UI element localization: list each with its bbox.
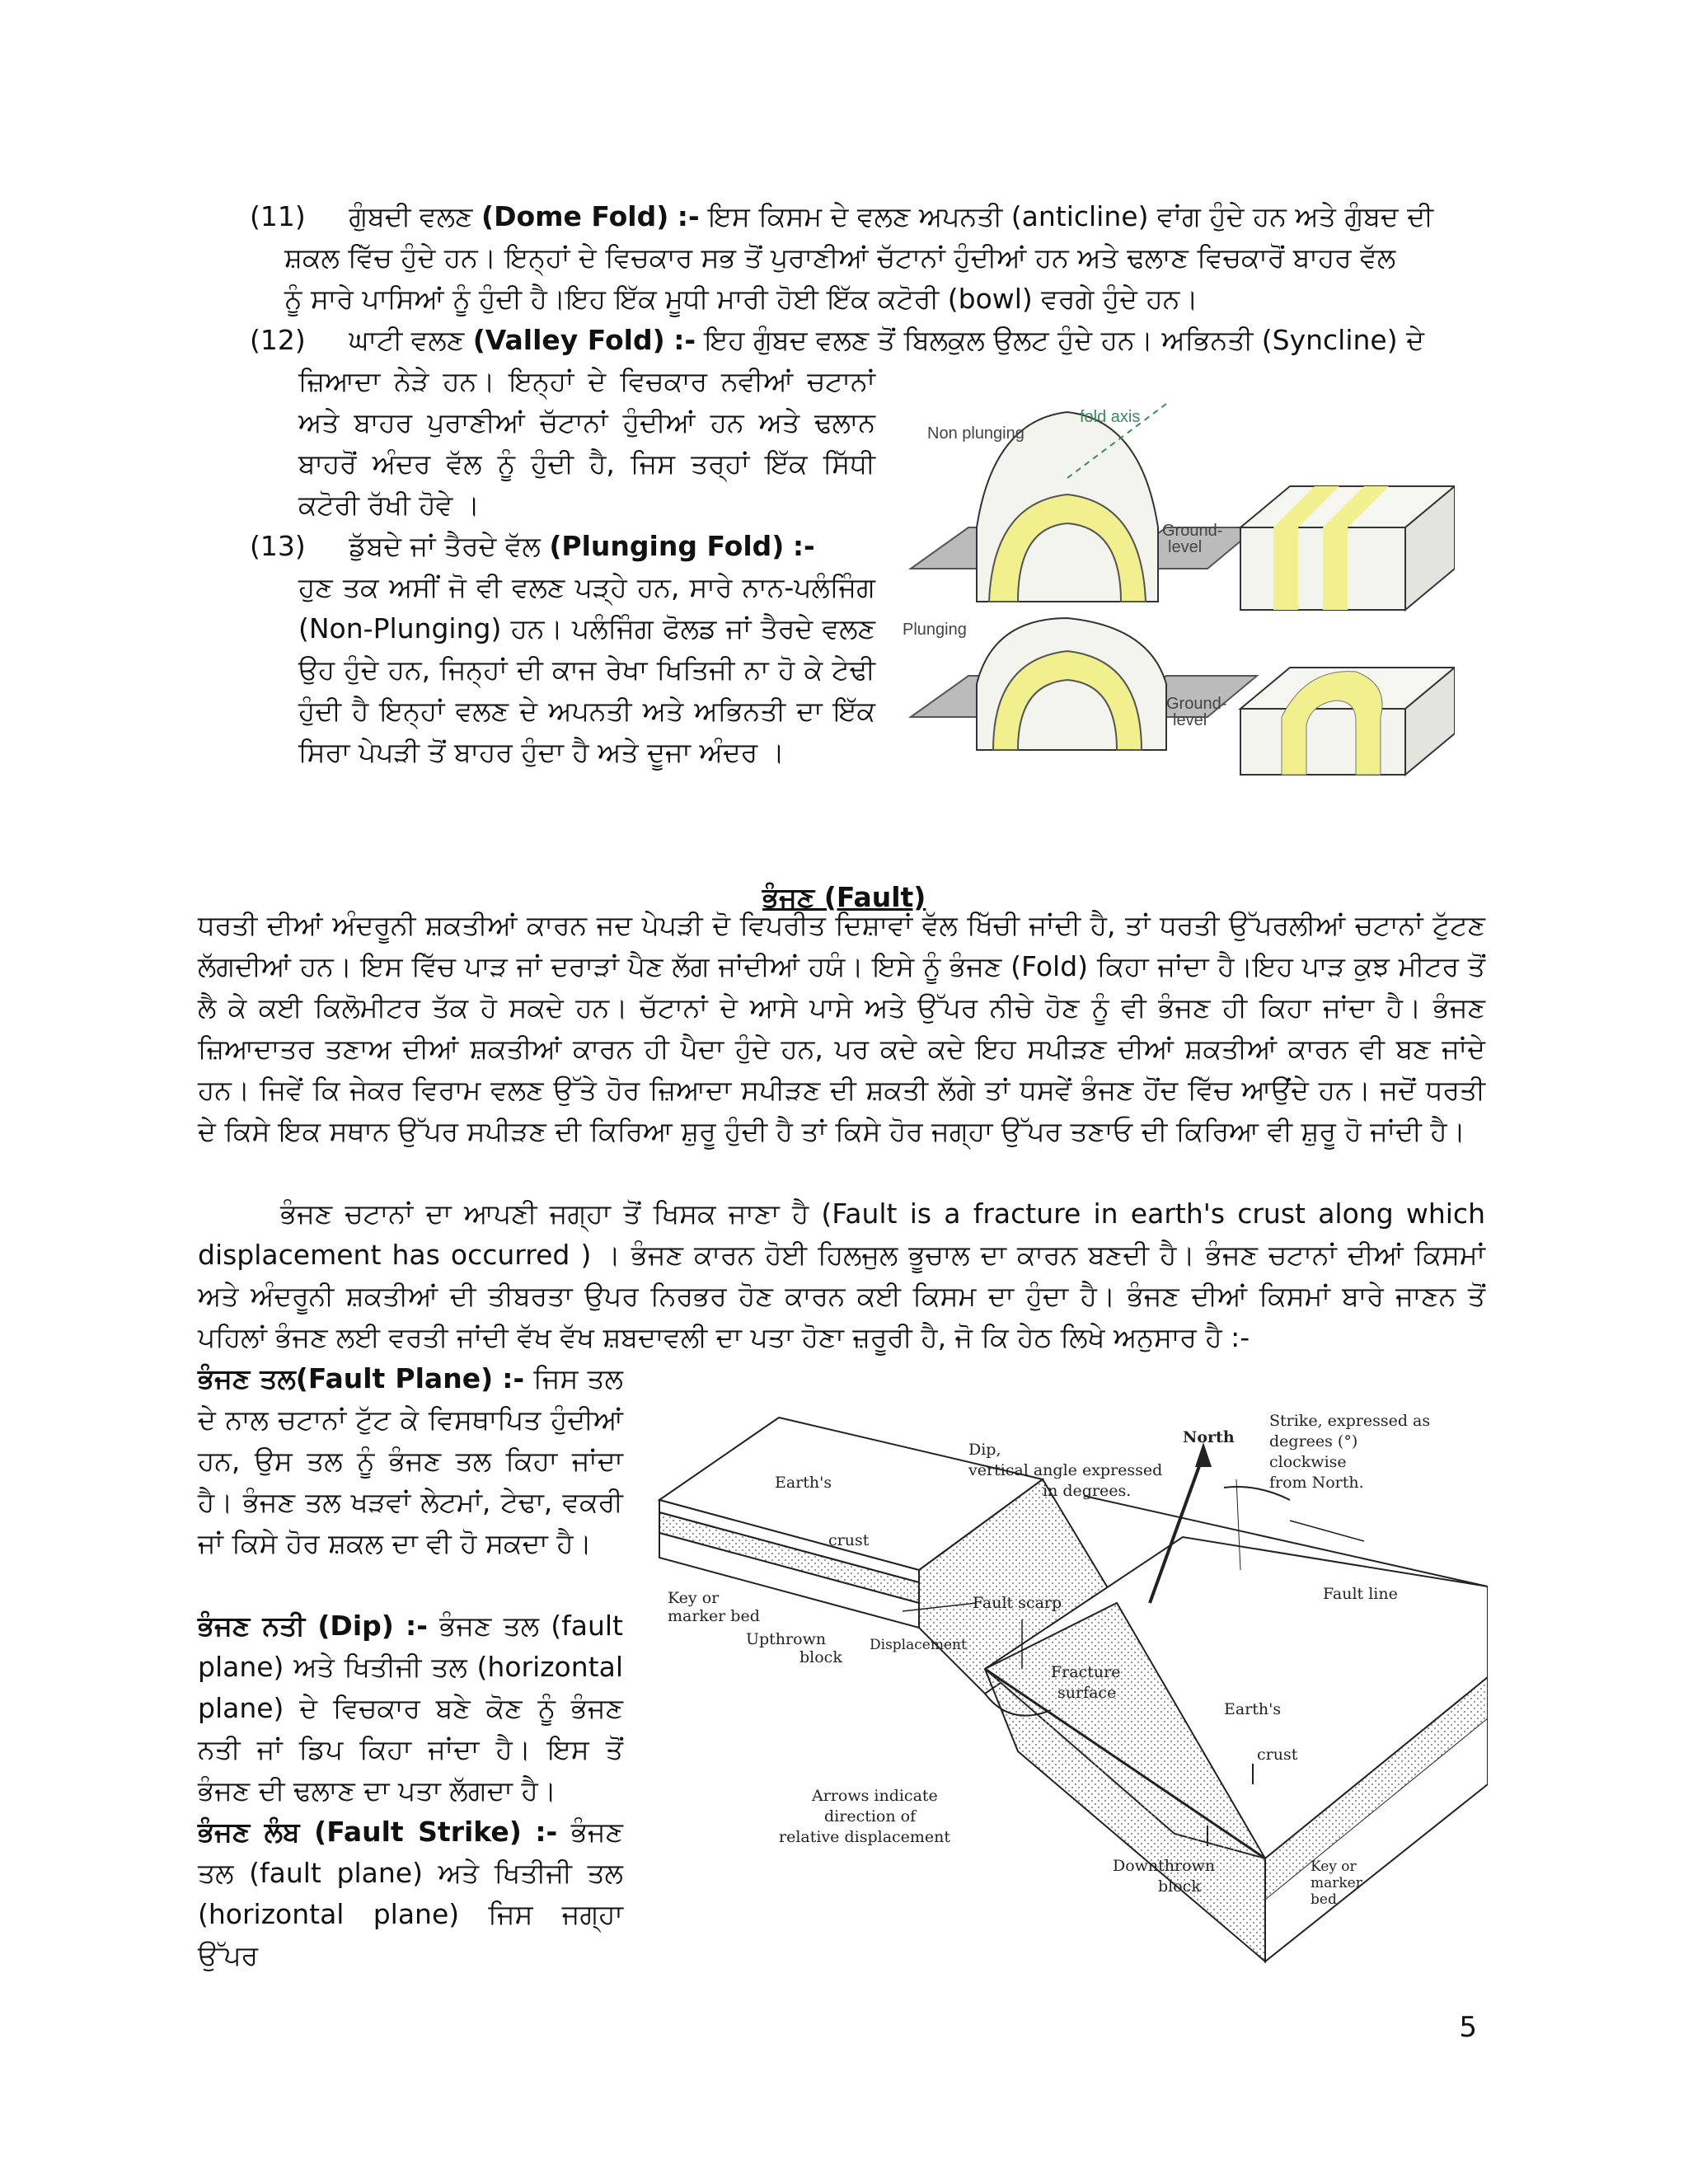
item-12-number: (12) xyxy=(250,324,306,356)
item-13-line-1 xyxy=(250,526,815,567)
fault-label-dip-2: vertical angle expressed xyxy=(968,1461,1163,1479)
fold-label-non-plunging: Non plunging xyxy=(927,424,1025,443)
fault-label-arrows-2: direction of xyxy=(824,1807,917,1825)
item-11-line-2 xyxy=(284,237,1395,279)
item-11-term: (Dome Fold) xyxy=(481,200,669,232)
item-12-term: (Valley Fold) xyxy=(472,324,665,356)
fault-label-key-1: Key or xyxy=(668,1589,720,1607)
fault-label-strike-4: from North. xyxy=(1269,1474,1364,1492)
fold-label-ground-4: level xyxy=(1173,711,1207,729)
item-13-number: (13) xyxy=(250,530,306,562)
fault-label-displacement: Displacement xyxy=(870,1637,967,1653)
fold-label-ground-3: Ground- xyxy=(1166,695,1227,713)
item-11-line-1 xyxy=(250,196,1433,237)
item-11-text-3: ਨੂੰ ਸਾਰੇ ਪਾਸਿਆਂ ਨੂੰ ਹੁੰਦੀ ਹੈ।ਇਹ ਇੱਕ ਮੂਧੀ ਮਾਰੀ ਹੋਈ ਇੱਕ ਕਟੋਰੀ (bowl) ਵਰਗੇ ਹੁੰਦੇ ਹਨ। xyxy=(284,283,1198,315)
term-fault-plane-body: ਜਿਸ ਤਲ ਦੇ ਨਾਲ ਚਟਾਨਾਂ ਟੁੱਟ ਕੇ ਵਿਸਥਾਪਿਤ ਹੁੰਦੀਆਂ ਹਨ, ਉਸ ਤਲ ਨੂੰ ਭੰਜਣ ਤਲ ਕਿਹਾ ਜਾਂਦਾ ਹੈ। ਭੰਜਣ ਤਲ ਖੜਵਾਂ ਲੇਟਮਾਂ, ਟੇਢਾ, ਵਕਰੀ ਜਾਂ ਕਿਸੇ ਹੋਰ ਸ਼ਕਲ ਦਾ ਵੀ ਹੋ ਸਕਦਾ ਹੈ। xyxy=(198,1362,623,1559)
term-dip-sep: :- xyxy=(406,1610,428,1642)
fold-label-plunging: Plunging xyxy=(903,621,967,639)
item-11-text-2: ਸ਼ਕਲ ਵਿੱਚ ਹੁੰਦੇ ਹਨ। ਇਨ੍ਹਾਂ ਦੇ ਵਿਚਕਾਰ ਸਭ ਤੋਂ ਪੁਰਾਣੀਆਂ ਚੱਟਾਨਾਂ ਹੁੰਦੀਆਂ ਹਨ ਅਤੇ ਢਲਾਣ ਵਿਚਕਾਰੋਂ ਬਾਹਰ ਵੱਲ xyxy=(284,241,1396,274)
item-12-body: ਜ਼ਿਆਦਾ ਨੇੜੇ ਹਨ। ਇਨ੍ਹਾਂ ਦੇ ਵਿਚਕਾਰ ਨਵੀਆਂ ਚਟਾਨਾਂ ਅਤੇ ਬਾਹਰ ਪੁਰਾਣੀਆਂ ਚੱਟਾਨਾਂ ਹੁੰਦੀਆਂ ਹਨ ਅਤੇ ਢਲਾਨ ਬਾਹਰੋਂ ਅੰਦਰ ਵੱਲ ਨੂੰ ਹੁੰਦੀ ਹੈ, ਜਿਸ ਤਰ੍ਹਾਂ ਇੱਕ ਸਿੱਧੀ ਕਟੋਰੀ ਰੱਖੀ ਹੋਵੇ । xyxy=(298,365,875,521)
fault-block-diagram xyxy=(655,1397,1488,1966)
fault-label-arrows-1: Arrows indicate xyxy=(812,1787,938,1805)
fold-label-axis: fold axis xyxy=(1080,408,1141,426)
fold-label-ground-2: level xyxy=(1168,538,1203,556)
item-12-sep: :- xyxy=(673,324,696,356)
fault-label-dip-3: in degrees. xyxy=(1043,1482,1132,1500)
item-12-line-1 xyxy=(250,320,1424,361)
fault-label-strike-1: Strike, expressed as xyxy=(1269,1412,1431,1430)
fault-paragraph-1: ਧਰਤੀ ਦੀਆਂ ਅੰਦਰੂਨੀ ਸ਼ਕਤੀਆਂ ਕਾਰਨ ਜਦ ਪੇਪੜੀ ਦੋ ਵਿਪਰੀਤ ਦਿਸ਼ਾਵਾਂ ਵੱਲ ਖਿੱਚੀ ਜਾਂਦੀ ਹੈ, ਤਾਂ ਧਰਤੀ ਉੱਪਰਲੀਆਂ ਚਟਾਨਾਂ ਟੁੱਟਣ ਲੱਗਦੀਆਂ ਹਨ। ਇਸ ਵਿੱਚ ਪਾੜ ਜਾਂ ਦਰਾੜਾਂ ਪੈਣ ਲੱਗ ਜਾਂਦੀਆਂ ਹਯੰ। ਇਸੇ ਨੂੰ ਭੰਜਣ (Fold) ਕਿਹਾ ਜਾਂਦਾ ਹੈ।ਇਹ ਪਾੜ ਕੁਝ ਮੀਟਰ ਤੋਂ ਲੈ ਕੇ ਕਈ ਕਿਲੋਮੀਟਰ ਤੱਕ ਹੋ ਸਕਦੇ ਹਨ। ਚੱਟਾਨਾਂ ਦੇ ਆਸੇ ਪਾਸੇ ਅਤੇ ਉੱਪਰ ਨੀਚੇ ਹੋਣ ਨੂੰ ਵੀ ਭੰਜਣ ਹੀ ਕਿਹਾ ਜਾਂਦਾ ਹੈ। ਭੰਜਣ ਜ਼ਿਆਦਾਤਰ ਤਣਾਅ ਦੀਆਂ ਸ਼ਕਤੀਆਂ ਕਾਰਨ ਹੀ ਪੈਦਾ ਹੁੰਦੇ ਹਨ, ਪਰ ਕਦੇ ਕਦੇ ਇਹ ਸਪੀੜਣ ਦੀਆਂ ਸ਼ਕਤੀਆਂ ਕਾਰਨ ਵੀ ਬਣ ਜਾਂਦੇ ਹਨ। ਜਿਵੇਂ ਕਿ ਜੇਕਰ ਵਿਰਾਮ ਵਲਣ ਉੱਤੇ ਹੋਰ ਜ਼ਿਆਦਾ ਸਪੀੜਣ ਦੀ ਸ਼ਕਤੀ ਲੱਗੇ ਤਾਂ ਧਸਵੇਂ ਭੰਜਣ ਹੋਂਦ ਵਿੱਚ ਆਉਂਦੇ ਹਨ। ਜਦੋਂ ਧਰਤੀ ਦੇ ਕਿਸੇ ਇਕ ਸਥਾਨ ਉੱਪਰ ਸਪੀੜਣ ਦੀ ਕਿਰਿਆ ਸ਼ੁਰੂ ਹੁੰਦੀ ਹੈ ਤਾਂ ਕਿਸੇ ਹੋਰ ਜਗ੍ਹਾ ਉੱਪਰ ਤਣਾਓ ਦੀ ਕਿਰਿਆ ਵੀ ਸ਼ੁਰੂ ਹੋ ਜਾਂਦੀ ਹੈ। xyxy=(198,909,1485,1147)
fault-label-fracture-1: Fracture xyxy=(1051,1663,1121,1681)
term-dip-title: ਭੰਜਣ ਨਤੀ (Dip) xyxy=(198,1610,394,1642)
fault-label-earths-2: Earth's xyxy=(1224,1700,1282,1718)
fold-label-ground-1: Ground- xyxy=(1162,522,1223,540)
fault-label-crust-1: crust xyxy=(828,1531,870,1549)
term-fault-plane xyxy=(198,1358,623,1564)
item-13-term: (Plunging Fold) xyxy=(549,530,785,562)
item-12-title: ਘਾਟੀ ਵਲਣ xyxy=(349,324,465,356)
page-number: 5 xyxy=(1459,2011,1477,2044)
item-13-sep: :- xyxy=(792,530,815,562)
fault-label-arrows-3: relative displacement xyxy=(779,1828,951,1846)
fault-label-upthrown-1: Upthrown xyxy=(746,1630,827,1648)
fault-label-key-2: marker bed xyxy=(668,1607,760,1625)
item-11-sep: :- xyxy=(677,200,700,232)
term-fault-plane-title: ਭੰਜਣ ਤਲ(Fault Plane) xyxy=(198,1362,494,1394)
item-11-number: (11) xyxy=(250,200,306,232)
term-strike xyxy=(198,1811,623,1976)
term-strike-title: ਭੰਜਣ ਲੰਬ (Fault Strike) xyxy=(198,1816,522,1848)
fault-label-key-4: marker xyxy=(1311,1875,1362,1891)
fault-label-north: North xyxy=(1183,1428,1235,1446)
fault-paragraph-2: ਭੰਜਣ ਚਟਾਨਾਂ ਦਾ ਆਪਣੀ ਜਗ੍ਹਾ ਤੋਂ ਖਿਸਕ ਜਾਣਾ ਹੈ (Fault is a fracture in earth's crust along which displacement has occurred ) । ਭੰਜਣ ਕਾਰਨ ਹੋਈ ਹਿਲਜੁਲ ਭੂਚਾਲ ਦਾ ਕਾਰਨ ਬਣਦੀ ਹੈ। ਭੰਜਣ ਚਟਾਨਾਂ ਦੀਆਂ ਕਿਸਮਾਂ ਅਤੇ ਅੰਦਰੂਨੀ ਸ਼ਕਤੀਆਂ ਦੀ ਤੀਬਰਤਾ ਉਪਰ ਨਿਰਭਰ ਹੋਣ ਕਾਰਨ ਕਈ ਕਿਸਮ ਦਾ ਹੁੰਦਾ ਹੈ। ਭੰਜਣ ਦੀਆਂ ਕਿਸਮਾਂ ਬਾਰੇ ਜਾਣਨ ਤੋਂ ਪਹਿਲਾਂ ਭੰਜਣ ਲਈ ਵਰਤੀ ਜਾਂਦੀ ਵੱਖ ਵੱਖ ਸ਼ਬਦਾਵਲੀ ਦਾ ਪਤਾ ਹੋਣਾ ਜ਼ਰੂਰੀ ਹੈ, ਜੋ ਕਿ ਹੇਠ ਲਿਖੇ ਅਨੁਸਾਰ ਹੈ :- xyxy=(198,1197,1485,1353)
fault-label-dip-1: Dip, xyxy=(968,1441,1001,1459)
fault-heading: ਭੰਜਣ (Fault) xyxy=(762,881,926,913)
fault-label-crust-2: crust xyxy=(1257,1746,1298,1764)
fault-label-strike-2: degrees (°) xyxy=(1269,1432,1358,1451)
term-fault-plane-sep: :- xyxy=(502,1362,525,1394)
term-dip-body: ਭੰਜਣ ਤਲ (fault plane) ਅਤੇ ਖਿਤੀਜੀ ਤਲ (horizontal plane) ਦੇ ਵਿਚਕਾਰ ਬਣੇ ਕੋਣ ਨੂੰ ਭੰਜਣ ਨਤੀ ਜਾਂ ਡਿਪ ਕਿਹਾ ਜਾਂਦਾ ਹੈ। ਇਸ ਤੋਂ ਭੰਜਣ ਦੀ ਢਲਾਣ ਦਾ ਪਤਾ ਲੱਗਦਾ ਹੈ। xyxy=(198,1610,623,1807)
fault-label-earths-1: Earth's xyxy=(775,1474,832,1492)
fault-label-key-3: Key or xyxy=(1311,1858,1357,1875)
fault-label-downthrown-1: Downthrown xyxy=(1113,1857,1216,1875)
item-11-line-3 xyxy=(284,279,1198,320)
term-strike-sep: :- xyxy=(535,1816,558,1848)
term-strike-body: ਭੰਜਣ ਤਲ (fault plane) ਅਤੇ ਖਿਤੀਜੀ ਤਲ (horizontal plane) ਜਿਸ ਜਗ੍ਹਾ ਉੱਪਰ xyxy=(198,1816,623,1971)
fault-label-upthrown-2: block xyxy=(799,1648,842,1666)
item-11-title: ਗੁੰਬਦੀ ਵਲਣ xyxy=(349,200,473,232)
fault-label-scarp: Fault scarp xyxy=(973,1594,1062,1612)
item-12-text-1: ਇਹ ਗੁੰਬਦ ਵਲਣ ਤੋਂ ਬਿਲਕੁਲ ਉਲਟ ਹੁੰਦੇ ਹਨ। ਅਭਿਨਤੀ (Syncline) ਦੇ xyxy=(704,324,1424,356)
fault-label-fault-line: Fault line xyxy=(1323,1585,1398,1603)
fold-types-figure xyxy=(894,387,1455,783)
term-dip xyxy=(198,1605,623,1811)
item-13-body: ਹੁਣ ਤਕ ਅਸੀਂ ਜੋ ਵੀ ਵਲਣ ਪੜ੍ਹੇ ਹਨ, ਸਾਰੇ ਨਾਨ-ਪਲੰਜਿੰਗ (Non-Plunging) ਹਨ। ਪਲੰਜਿੰਗ ਫੋਲਡ ਜਾਂ ਤੈਰਦੇ ਵਲਣ ਉਹ ਹੁੰਦੇ ਹਨ, ਜਿਨ੍ਹਾਂ ਦੀ ਕਾਜ ਰੇਖਾ ਖਿਤਿਜੀ ਨਾ ਹੋ ਕੇ ਟੇਢੀ ਹੁੰਦੀ ਹੈ ਇਨ੍ਹਾਂ ਵਲਣ ਦੇ ਅਪਨਤੀ ਅਤੇ ਅਭਿਨਤੀ ਦਾ ਇੱਕ ਸਿਰਾ ਪੇਪੜੀ ਤੋਂ ਬਾਹਰ ਹੁੰਦਾ ਹੈ ਅਤੇ ਦੂਜਾ ਅੰਦਰ । xyxy=(298,571,875,768)
fault-label-downthrown-2: block xyxy=(1158,1877,1201,1896)
item-13-title: ਡੁੱਬਦੇ ਜਾਂ ਤੈਰਦੇ ਵੱਲ xyxy=(349,530,541,562)
fault-label-key-5: bed xyxy=(1311,1891,1337,1908)
fault-label-strike-3: clockwise xyxy=(1269,1453,1347,1471)
item-11-text-1: ਇਸ ਕਿਸਮ ਦੇ ਵਲਣ ਅਪਨਤੀ (anticline) ਵਾਂਗ ਹੁੰਦੇ ਹਨ ਅਤੇ ਗੁੰਬਦ ਦੀ xyxy=(708,200,1434,232)
fault-label-fracture-2: surface xyxy=(1057,1684,1117,1702)
